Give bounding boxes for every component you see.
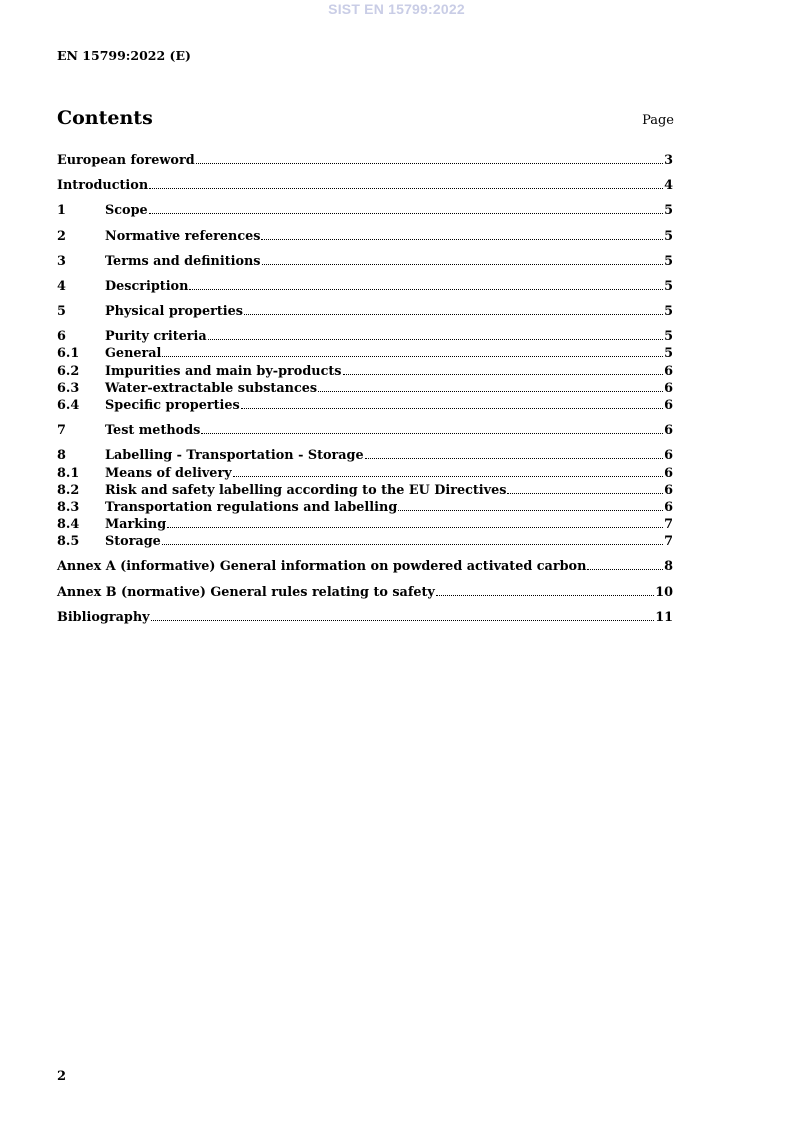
dot-leader [507,492,663,494]
toc-entry-title: Annex B (normative) General rules relating to safety [57,585,435,600]
toc-entry[interactable] [57,345,673,362]
dot-leader [398,509,663,511]
dot-leader [587,568,663,570]
toc-entry-page: 7 [664,534,673,549]
toc-entry-title: Introduction [57,178,149,193]
toc-entry-page: 7 [664,517,673,532]
dot-leader [262,263,664,265]
toc-entry[interactable] [57,558,673,575]
toc-entry-number: 7 [57,423,66,438]
toc-entry[interactable] [57,397,673,414]
page-number: 2 [57,1069,67,1084]
dot-leader [241,407,663,409]
toc-entry-title: Purity criteria [105,329,207,344]
toc-entry-title: European foreword [57,153,195,168]
toc-entry-number: 4 [57,279,66,294]
toc-entry-title: Labelling - Transportation - Storage [105,448,364,463]
toc-entry-number: 6.1 [57,346,80,361]
dot-leader [343,373,664,375]
toc-entry-title: Test methods [105,423,201,438]
toc-entry[interactable] [57,152,673,169]
toc-entry-number: 6 [57,329,66,344]
toc-entry[interactable] [57,253,673,270]
dot-leader [318,390,663,392]
toc-entry-page: 5 [664,304,673,319]
toc-entry[interactable] [57,380,673,397]
toc-entry-title: Impurities and main by-products [105,364,342,379]
dot-leader [208,338,663,340]
toc-entry-number: 6.3 [57,381,80,396]
document-id: EN 15799:2022 (E) [57,48,191,63]
toc-entry[interactable] [57,177,673,194]
toc-entry[interactable] [57,465,673,482]
toc-entry-page: 5 [664,329,673,344]
toc-entry-number: 6.4 [57,398,80,413]
toc-entry-page: 5 [664,346,673,361]
toc-entry-number: 6.2 [57,364,80,379]
toc-entry-page: 11 [655,610,673,625]
toc-entry[interactable] [57,447,673,464]
toc-entry-title: Storage [105,534,161,549]
page-column-label: Page [642,113,674,128]
contents-heading: Contents [57,107,153,129]
toc-entry-page: 6 [664,423,673,438]
toc-entry-page: 6 [664,483,673,498]
dot-leader [162,355,663,357]
toc-entry-page: 10 [655,585,673,600]
toc-entry-title: Marking [105,517,167,532]
toc-entry[interactable] [57,499,673,516]
toc-entry[interactable] [57,516,673,533]
toc-entry-title: Means of delivery [105,466,232,481]
toc-entry-page: 6 [664,398,673,413]
dot-leader [149,212,663,214]
toc-entry[interactable] [57,328,673,345]
toc-entry[interactable] [57,363,673,380]
dot-leader [189,288,663,290]
toc-entry[interactable] [57,202,673,219]
toc-entry-title: Normative references [105,229,261,244]
toc-entry[interactable] [57,609,673,626]
toc-entry-title: Terms and definitions [105,254,261,269]
toc-entry-page: 6 [664,381,673,396]
toc-entry-page: 6 [664,364,673,379]
toc-entry-page: 5 [664,279,673,294]
dot-leader [167,526,663,528]
watermark: SIST EN 15799:2022 [328,1,465,17]
toc-entry[interactable] [57,228,673,245]
toc-entry-number: 8 [57,448,66,463]
toc-entry[interactable] [57,303,673,320]
toc-entry-number: 2 [57,229,66,244]
toc-entry-page: 6 [664,448,673,463]
toc-entry[interactable] [57,533,673,550]
toc-entry-page: 5 [664,203,673,218]
toc-entry-title: Description [105,279,189,294]
toc-entry-number: 8.4 [57,517,80,532]
dot-leader [162,543,663,545]
toc-entry-title: Specific properties [105,398,240,413]
toc-entry-page: 3 [664,153,673,168]
toc-entry-title: Risk and safety labelling according to the EU Directives [105,483,507,498]
dot-leader [244,313,663,315]
toc-entry-page: 6 [664,466,673,481]
toc-entry-title: Scope [105,203,148,218]
dot-leader [436,594,654,596]
dot-leader [365,457,663,459]
toc-entry-title: General [105,346,162,361]
dot-leader [151,619,655,621]
toc-entry-page: 4 [664,178,673,193]
toc-entry-number: 5 [57,304,66,319]
toc-entry[interactable] [57,278,673,295]
toc-entry-page: 5 [664,229,673,244]
toc-entry-number: 1 [57,203,66,218]
toc-entry-title: Transportation regulations and labelling [105,500,398,515]
toc-entry-number: 3 [57,254,66,269]
toc-entry-title: Water-extractable substances [105,381,318,396]
toc-entry[interactable] [57,482,673,499]
dot-leader [261,238,663,240]
dot-leader [196,162,663,164]
toc-entry-title: Bibliography [57,610,150,625]
toc-entry-number: 8.5 [57,534,80,549]
dot-leader [149,187,663,189]
toc-entry-title: Physical properties [105,304,244,319]
toc-entry[interactable] [57,422,673,439]
toc-entry-title: Annex A (informative) General information on powdered activated carbon [57,559,587,574]
toc-entry-page: 6 [664,500,673,515]
dot-leader [201,432,663,434]
toc-entry[interactable] [57,584,673,601]
toc-entry-page: 5 [664,254,673,269]
toc-entry-number: 8.2 [57,483,80,498]
toc-entry-number: 8.3 [57,500,80,515]
toc-entry-page: 8 [664,559,673,574]
dot-leader [233,475,663,477]
toc-entry-number: 8.1 [57,466,80,481]
